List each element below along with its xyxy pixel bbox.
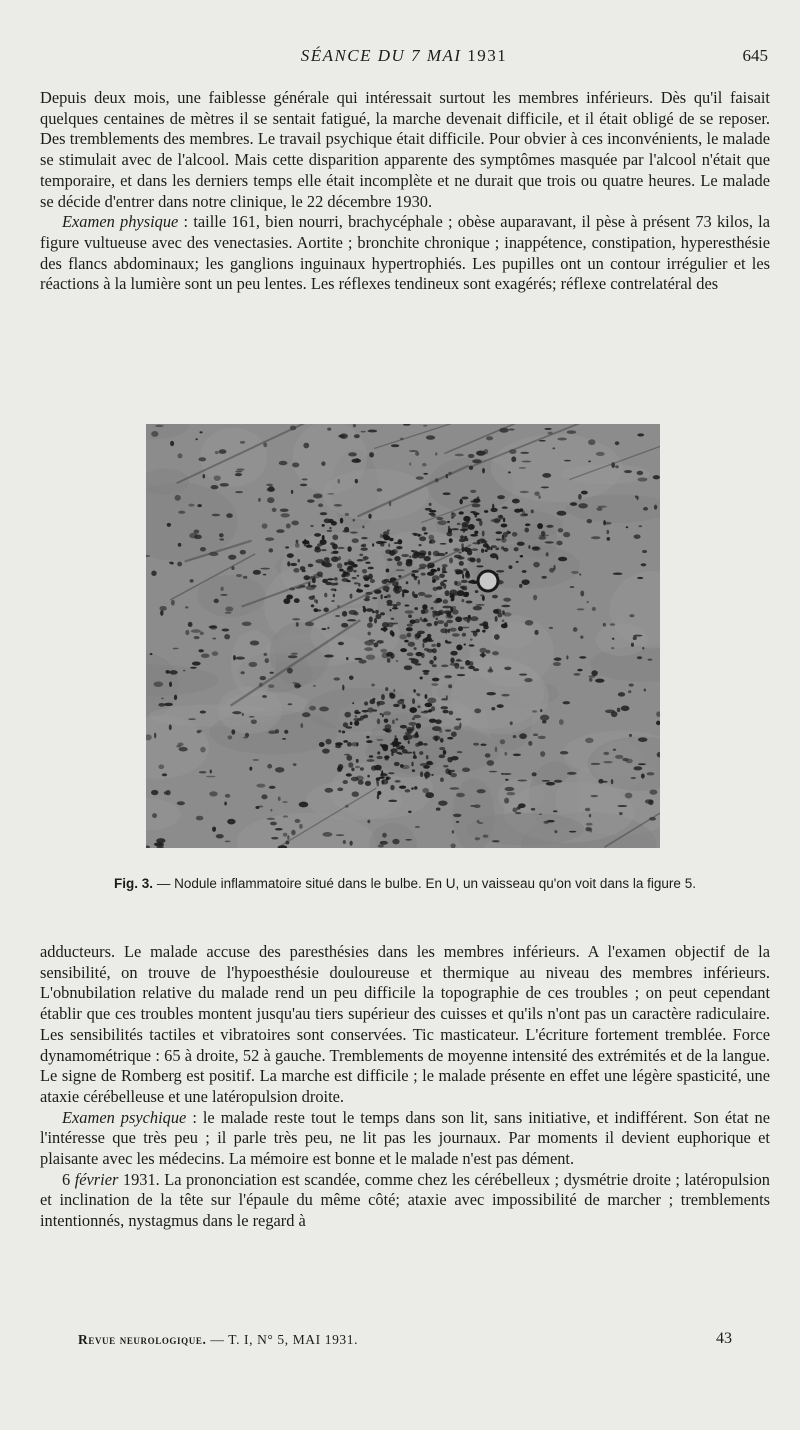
paragraph [40, 942, 770, 1108]
paragraph [40, 88, 770, 212]
figure-caption [40, 876, 770, 891]
page-header [40, 46, 768, 72]
text-block-bottom [40, 942, 770, 1232]
micrograph-image [146, 424, 660, 848]
paragraph [40, 1108, 770, 1170]
journal-name: Revue neurologique. [78, 1332, 207, 1347]
paragraph-text: 1931. La prononciation est scandée, comme chez les cérébelleux ; dysmétrie droite ; latéropulsion et inclination de la tête sur l'épaule du même côté; ataxie avec impossibilité de marcher ; tremblements intentionnés, nystagmus dans le regard à [40, 1169, 771, 1231]
page-footer [78, 1330, 732, 1354]
journal-volume: — T. I, N° 5, MAI 1931. [206, 1332, 359, 1347]
paragraph [40, 212, 770, 295]
journal-line [78, 1332, 358, 1348]
running-title-main: SÉANCE DU 7 MAI [300, 46, 462, 65]
paragraph-lead: février [74, 1169, 119, 1189]
paragraph-text: : taille 161, bien nourri, brachycéphale ; obèse auparavant, il pèse à présent 73 kilos, la figure vultueuse avec des venectasies. Aortite ; bronchite chronique ; inappétence, constipation, hyperesthésie des flancs abdominaux; les ganglions inguinaux hypertrophiés. Les pupilles ont un contour irrégulier et les réactions à la lumière sont un peu lentes. Les réflexes tendineux sont exagérés; réflexe contrelatéral des [40, 212, 770, 294]
figure-label: Fig. 3. [114, 876, 154, 891]
figure-caption-text: — Nodule inflammatoire situé dans le bulbe. En U, un vaisseau qu'on voit dans la figure 5. [153, 876, 696, 891]
paragraph-lead: Examen physique [62, 212, 179, 232]
running-title [40, 46, 768, 66]
paragraph-date-number: 6 [62, 1169, 75, 1189]
paragraph-text: adducteurs. Le malade accuse des paresthésies dans les membres inférieurs. A l'examen objectif de la sensibilité, on trouve de l'hypoesthésie douloureuse et thermique au niveau des membres inférieurs. L'obnubilation relative du malade rend un peu difficile la topographie de ces troubles ; on peut cependant établir que ces troubles montent jusqu'au tiers supérieur des cuisses et qu'ils n'ont pas un caractère radiculaire. Les sensibilités tactiles et vibratoires sont conservées. Tic masticateur. L'écriture fortement tremblée. Force dynamométrique : 65 à droite, 52 à gauche. Tremblements de moyenne intensité des extrémités et de la langue. Le signe de Romberg est positif. La marche est difficile ; le malade présente en effet une légère spasticité, une ataxie cérébelleuse et une latéropulsion droite. [40, 942, 770, 1106]
paragraph-text: : le malade reste tout le temps dans son lit, sans initiative, et indifférent. Son état ne l'intéresse que très peu ; il parle très peu, ne lit pas les journaux. Par moments il devient euphorique et plaisante avec les médecins. La mémoire est bonne et le malade n'est pas dément. [40, 1107, 770, 1169]
running-title-year: 1931 [467, 46, 508, 65]
paragraph-lead: Examen psychique [62, 1107, 187, 1127]
text-block-top [40, 88, 770, 295]
page-number: 645 [742, 46, 768, 65]
paragraph [40, 1170, 770, 1232]
micrograph-figure [146, 424, 660, 848]
paragraph-text: Depuis deux mois, une faiblesse générale qui intéressait surtout les membres inférieurs. Dès qu'il faisait quelques centaines de mètres il se sentait fatigué, la marche devenait difficile, et il était obligé de se reposer. Des tremblements des membres. Le travail psychique était difficile. Pour obvier à ces inconvénients, le malade se stimulait avec de l'alcool. Mais cette disparition apparente des symptômes masquée par l'alcool n'était que temporaire, et dans les derniers temps elle était incomplète et ne durait que trois ou quatre heures. Le malade se décide d'entrer dans notre clinique, le 22 décembre 1930. [40, 88, 770, 211]
signature-number: 43 [716, 1330, 732, 1347]
